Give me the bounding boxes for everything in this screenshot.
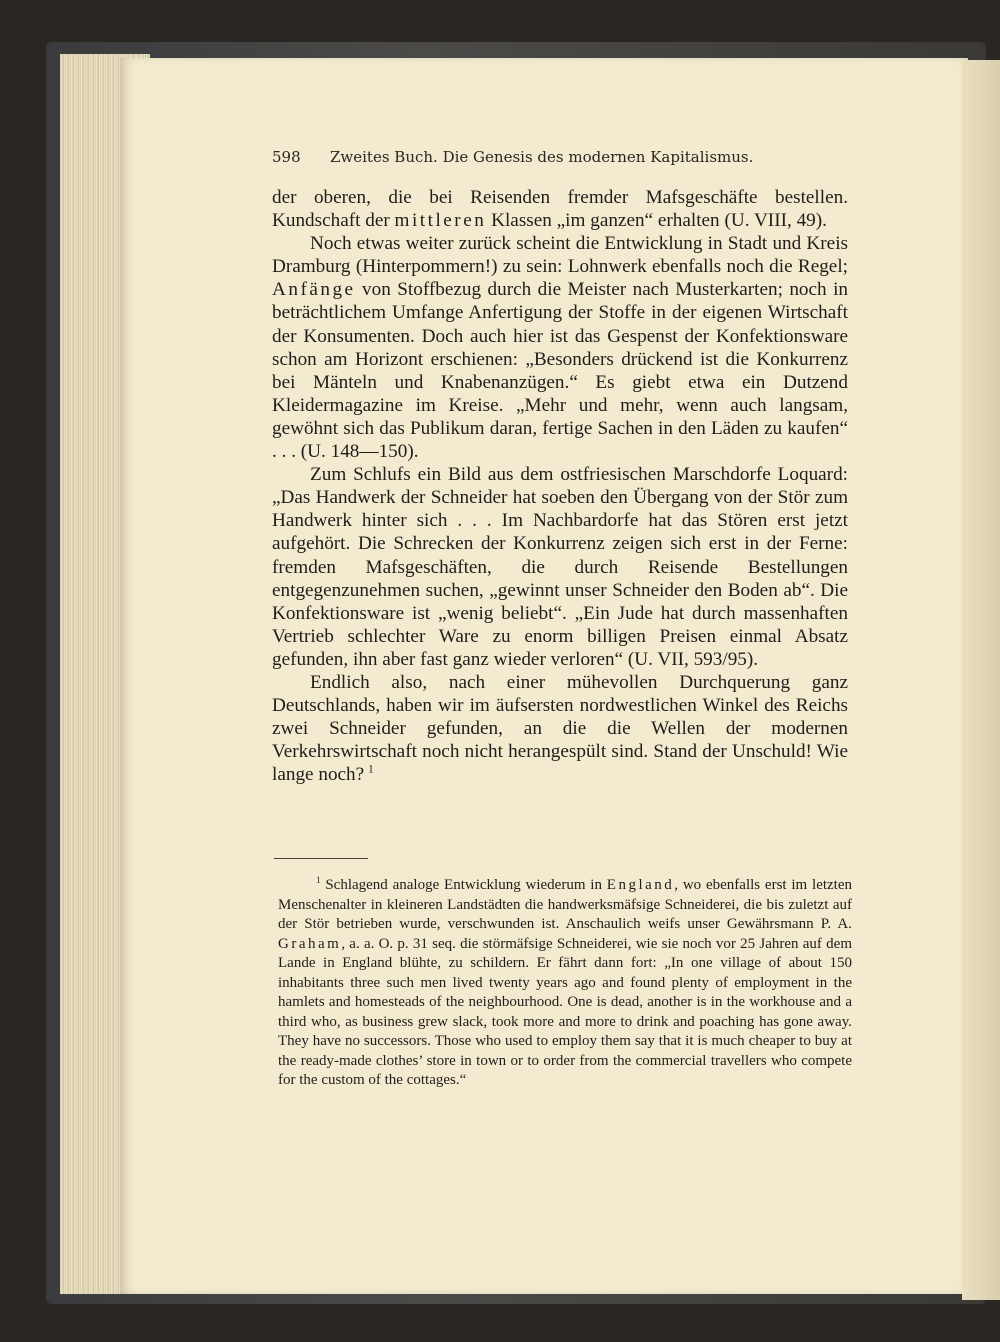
paragraph-2	[272, 232, 848, 463]
paragraph-2-rest: von Stoffbezug durch die Meister nach Musterkarten; noch in beträchtlichem Umfange Anfertigung der Stoffe in der eigenen Wirtschaft der Konsumenten. Doch auch hier ist das Gespenst der Konfektionsware schon am Horizont erschienen: „Besonders drückend ist die Konkurrenz bei Mänteln und Knabenanzügen.“ Es giebt etwa ein Dutzend Kleidermagazine im Kreise. „Mehr und mehr, wenn auch langsam, gewöhnt sich das Publikum daran, fertige Sachen in den Läden zu kaufen“ . . . (U. 148—150).	[272, 279, 849, 463]
footnote-reference: 1	[368, 763, 374, 776]
next-page-edge	[962, 60, 1000, 1300]
paragraph-1	[272, 186, 848, 232]
paragraph-3: Zum Schlufs ein Bild aus dem ostfriesischen Marschdorfe Loquard: „Das Handwerk der Schneider hat soeben den Übergang von der Stör zum Handwerk hinter sich . . . Im Nachbardorfe hat das Stören erst jetzt aufgehört. Die Schrecken der Konkurrenz zeigen sich erst in der Ferne: fremden Mafsgeschäften, die durch Reisende Bestellungen entgegenzunehmen suchen, „gewinnt unser Schneider den Boden ab“. Die Konfektionsware ist „wenig beliebt“. „Ein Jude hat durch massenhaften Vertrieb schlechter Ware zu enorm billigen Preisen einmal Absatz gefunden, ihn aber fast ganz wieder verloren“ (U. VII, 593/95).	[272, 464, 848, 670]
paragraph-4-text: Endlich also, nach einer mühevollen Durchquerung ganz Deutschlands, haben wir im äufsersten nordwestlichen Winkel des Reichs zwei Schneider gefunden, an die die Wellen der modernen Verkehrswirtschaft noch nicht herangespült sind. Stand der Unschuld! Wie lange noch?	[272, 671, 848, 786]
paragraph-4	[272, 671, 848, 786]
footnote-text: Schlagend analoge Entwicklung wiederum in	[325, 877, 602, 893]
footnote-paragraph	[278, 876, 852, 1091]
spaced-word: England	[606, 877, 675, 893]
footnote-marker: 1	[316, 875, 321, 885]
spaced-word: mittleren	[394, 210, 487, 232]
footnote-text: , wo ebenfalls erst im letzten Menschenalter in kleineren Landstädten die handwerksmäfsige Schneiderei, die bis zuletzt auf der Stör betrieben wurde, verschwunden ist. Anschaulich weifs unser Gewährsmann P. A.	[278, 877, 852, 932]
spaced-word: Graham	[278, 935, 342, 952]
paragraph-2-text: Noch etwas weiter zurück scheint die Entwicklung in Stadt und Kreis Dramburg (Hinterpommern!) zu sein: Lohnwerk ebenfalls noch die Regel;	[272, 233, 848, 278]
body-text	[272, 186, 848, 786]
running-title: Zweites Buch. Die Genesis des modernen Kapitalismus.	[330, 148, 754, 166]
footnote-rule	[274, 858, 368, 859]
running-header	[272, 148, 852, 166]
footnote	[278, 876, 852, 1091]
paragraph-1-rest: Klassen „im ganzen“ erhalten (U. VIII, 49).	[491, 210, 827, 232]
paragraph-1-text: der oberen, die bei Reisenden fremder Mafsgeschäfte bestellen. Kundschaft der	[272, 187, 848, 232]
footnote-text: , a. a. O. p. 31 seq. die störmäfsige Schneiderei, wie sie noch vor 25 Jahren auf dem Lande in England blühte, zu schildern. Er fährt dann fort: „In one village of about 150 inhabitants three such men lived twenty years ago and found plenty of employment in the hamlets and homesteads of the neighbourhood. One is dead, another is in the workhouse and a third who, as business grew slack, took more and more to drink and poaching has gone away. They have no successors. Those who used to employ them say that it is much cheaper to buy at the ready-made clothes’ store in town or to order from the commercial travellers who compete for the custom of the cottages.“	[278, 935, 852, 1088]
spaced-word: Anfänge	[272, 279, 356, 301]
page-number: 598	[272, 148, 301, 166]
